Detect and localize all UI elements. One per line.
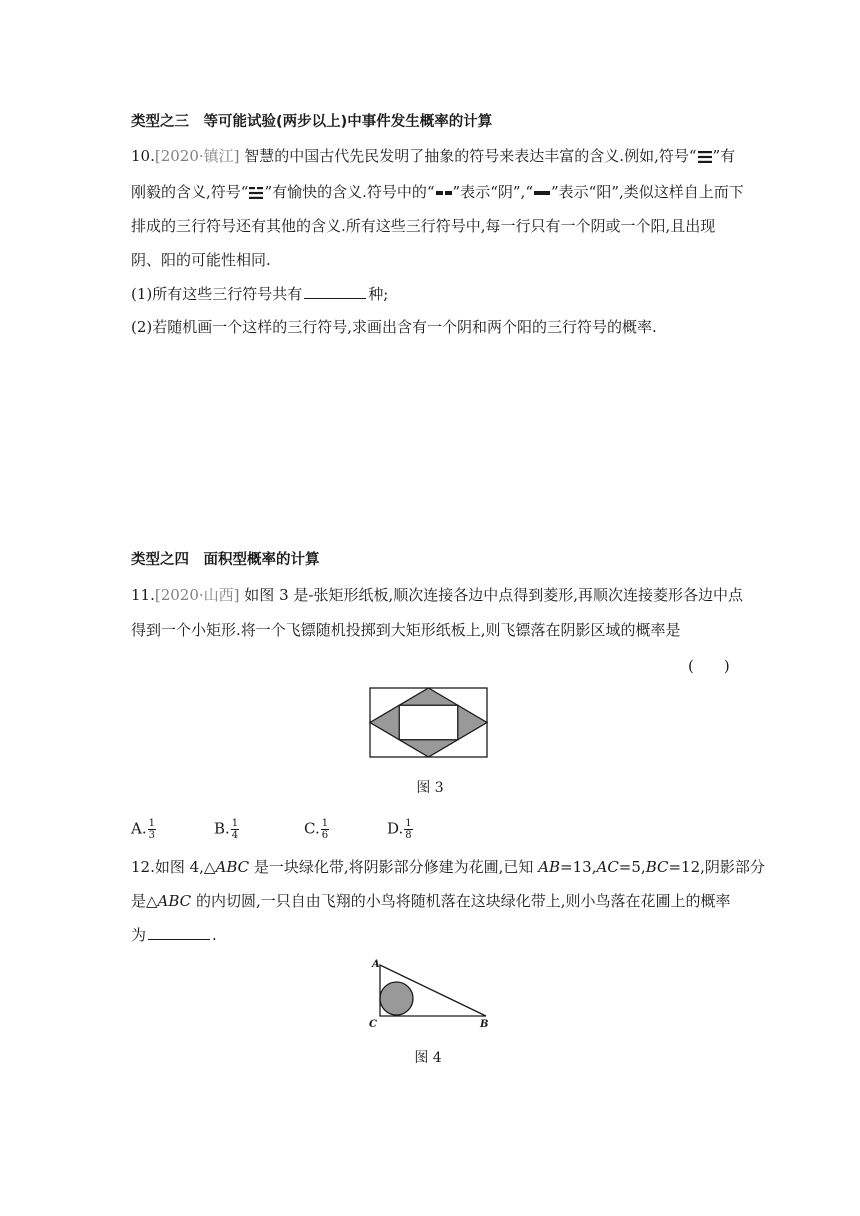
vertex-b-label: B — [480, 1019, 489, 1030]
inner-rectangle — [399, 705, 458, 740]
q10-line1 — [131, 146, 735, 166]
option-b-denominator: 4 — [231, 830, 239, 841]
vertex-c-label: C — [369, 1019, 377, 1030]
option-a-fraction — [148, 818, 156, 841]
q12-ac-value: =5, — [618, 858, 646, 876]
option-b[interactable] — [214, 818, 239, 841]
q10-line2-b: ”有愉快的含义.符号中的“ — [264, 183, 435, 201]
q11-number: 11. — [131, 586, 155, 604]
section3-heading: 类型之三 等可能试验(两步以上)中事件发生概率的计算 — [131, 114, 493, 130]
figure-4 — [366, 955, 496, 1033]
q12-line3-b: . — [212, 926, 217, 944]
figure-4-caption: 图 4 — [414, 1050, 442, 1066]
option-c[interactable] — [304, 818, 329, 841]
section4-heading: 类型之四 面积型概率的计算 — [131, 552, 320, 568]
q12-triangle-name-2: ABC — [157, 892, 192, 910]
q12-triangle-name: ABC — [215, 858, 250, 876]
q10-part2: (2)若随机画一个这样的三行符号,求画出含有一个阴和两个阳的三行符号的概率. — [131, 318, 657, 336]
q11-line1 — [131, 585, 743, 605]
option-b-numerator: 1 — [231, 818, 239, 829]
option-b-fraction — [231, 818, 239, 841]
option-c-fraction — [321, 818, 329, 841]
q10-source: [2020·镇江] — [154, 147, 240, 165]
q10-line2-c: ”表示“阴”,“ — [452, 183, 533, 201]
q12-line3 — [131, 925, 217, 945]
option-c-denominator: 6 — [321, 830, 329, 841]
figure-3-caption: 图 3 — [416, 780, 444, 796]
option-d-fraction — [404, 818, 412, 841]
q12-bc-value: =12,阴影部分 — [668, 858, 765, 876]
q12-line2 — [131, 891, 730, 911]
option-d-denominator: 8 — [405, 830, 412, 841]
answer-blank-2[interactable] — [148, 925, 210, 940]
vertex-a-label: A — [372, 959, 380, 970]
option-a-denominator: 3 — [148, 830, 155, 841]
figure-3 — [368, 686, 490, 760]
q12-bc: BC — [645, 858, 669, 876]
q12-line2-b: 的内切圆,一只自由飞翔的小鸟将随机落在这块绿化带上,则小鸟落在花圃上的概率 — [191, 892, 731, 910]
option-c-label: C. — [304, 819, 320, 838]
q10-line3: 排成的三行符号还有其他的含义.所有这些三行符号中,每一行只有一个阴或一个阳,且出现 — [131, 217, 716, 235]
q10-number: 10. — [131, 147, 155, 165]
option-d-numerator: 1 — [405, 818, 412, 829]
q11-line1-text: 如图 3 是-张矩形纸板,顺次连接各边中点得到菱形,再顺次连接菱形各边中点 — [244, 586, 743, 604]
q10-part1-end: 种; — [368, 285, 389, 303]
q12-line1 — [131, 857, 765, 877]
yang-line-icon — [534, 190, 550, 196]
q12-line3-a: 为 — [131, 926, 147, 944]
q10-line2 — [131, 182, 744, 202]
option-a-label: A. — [131, 819, 147, 838]
q10-line4: 阴、阳的可能性相同. — [131, 251, 271, 269]
q10-text-a: 智慧的中国古代先民发明了抽象的符号来表达丰富的含义.例如,符号“ — [244, 147, 697, 165]
yin-line-icon — [436, 190, 452, 196]
q12-line2-a: 是△ — [131, 892, 158, 910]
option-d[interactable] — [387, 818, 413, 841]
q10-part1-text: (1)所有这些三行符号共有 — [131, 285, 303, 303]
q10-line2-a: 刚毅的含义,符号“ — [131, 183, 249, 201]
dui-trigram-icon — [249, 187, 263, 199]
qian-trigram-icon — [698, 151, 712, 163]
q12-ab: AB — [538, 858, 561, 876]
option-d-label: D. — [387, 819, 404, 838]
q12-ab-value: =13, — [560, 858, 597, 876]
option-c-numerator: 1 — [321, 818, 329, 829]
answer-blank[interactable] — [304, 284, 366, 299]
q10-text-b: ”有 — [712, 147, 736, 165]
incircle — [380, 982, 413, 1015]
option-a-numerator: 1 — [148, 818, 155, 829]
q11-source: [2020·山西] — [154, 586, 240, 604]
answer-bracket: ( ) — [688, 657, 730, 675]
q12-line1-b: 是一块绿化带,将阴影部分修建为花圃,已知 — [249, 858, 539, 876]
q10-part1 — [131, 284, 388, 304]
q10-line2-d: ”表示“阳”,类似这样自上而下 — [551, 183, 744, 201]
option-b-label: B. — [214, 819, 230, 838]
q12-ac: AC — [596, 858, 619, 876]
q12-line1-a: 12.如图 4,△ — [131, 858, 216, 876]
option-a[interactable] — [131, 818, 156, 841]
q11-line2: 得到一个小矩形.将一个飞镖随机投掷到大矩形纸板上,则飞镖落在阴影区域的概率是 — [131, 621, 681, 639]
